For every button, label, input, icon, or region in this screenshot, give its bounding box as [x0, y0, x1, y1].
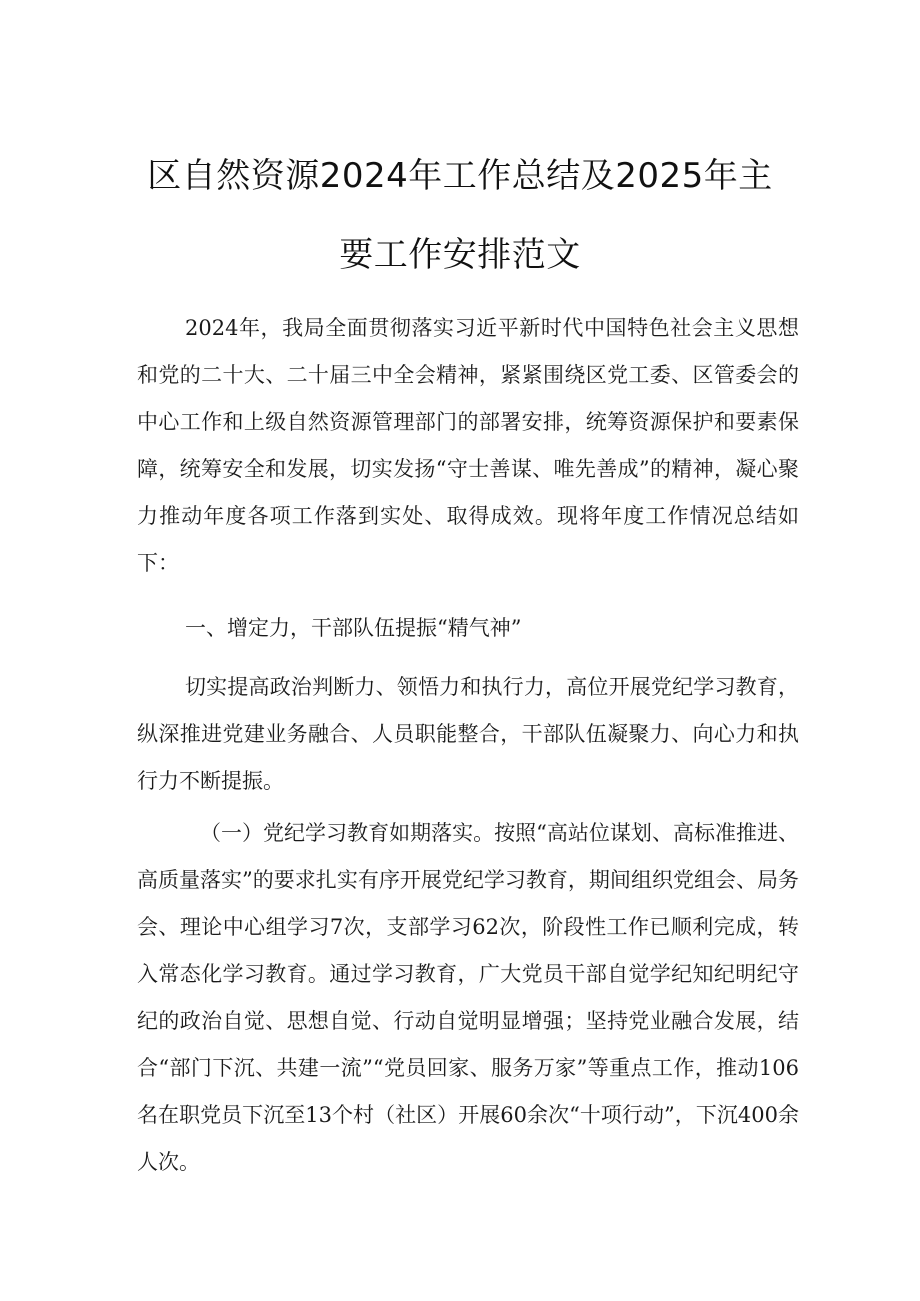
document-title-line-2: 要工作安排范文	[339, 235, 581, 275]
subsection-1-paragraph: （一）党纪学习教育如期落实。按照“高站位谋划、高标准推进、高质量落实”的要求扎实有序开展党纪学习教育，期间组织党组会、局务会、理论中心组学习7次，支部学习62次，阶段性工作已顺利完成，转入常态化学习教育。通过学习教育，广大党员干部自觉学纪知纪明纪守纪的政治自觉、思想自觉、行动自觉明显增强；坚持党业融合发展，结合“部门下沉、共建一流”“党员回家、服务万家”等重点工作，推动106名在职党员下沉至13个村（社区）开展60余次“十项行动”，下沉400余人次。	[137, 821, 799, 1174]
section-heading-1: 一、增定力，干部队伍提振“精气神”	[185, 616, 522, 640]
document-title-line-1: 区自然资源2024年工作总结及2025年主	[147, 156, 773, 196]
intro-paragraph: 2024年，我局全面贯彻落实习近平新时代中国特色社会主义思想和党的二十大、二十届三中全会精神，紧紧围绕区党工委、区管委会的中心工作和上级自然资源管理部门的部署安排，统筹资源保护和要素保障，统筹安全和发展，切实发扬“守士善谋、唯先善成”的精神，凝心聚力推动年度各项工作落到实处、取得成效。现将年度工作情况总结如下：	[137, 316, 799, 575]
section-1-summary-paragraph: 切实提高政治判断力、领悟力和执行力，高位开展党纪学习教育，纵深推进党建业务融合、人员职能整合，干部队伍凝聚力、向心力和执行力不断提振。	[137, 675, 799, 793]
